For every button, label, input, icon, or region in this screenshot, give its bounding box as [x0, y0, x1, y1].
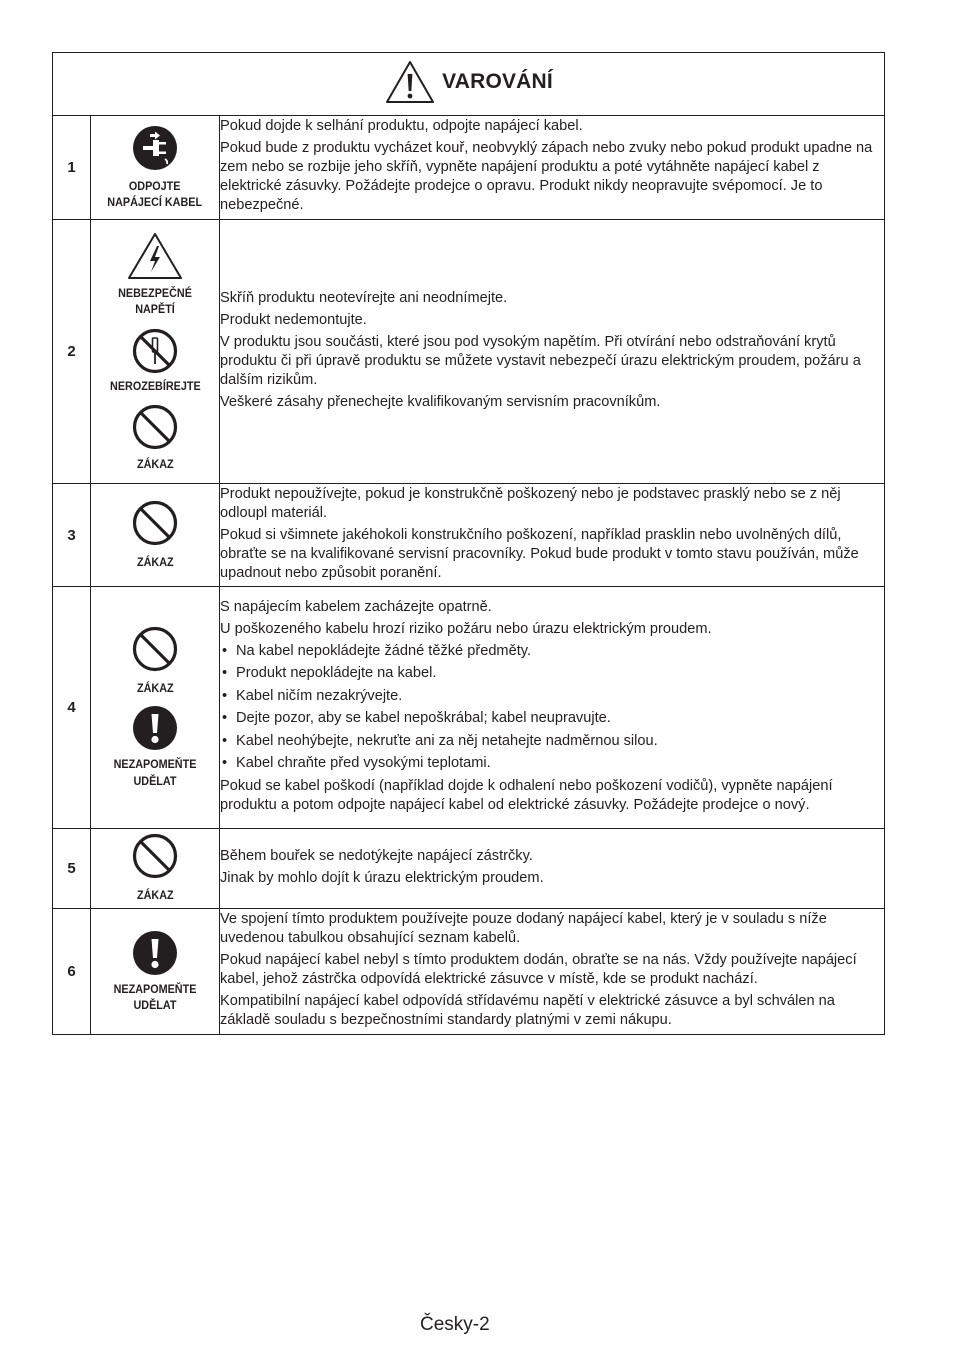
warning-row-5	[53, 829, 885, 909]
icon-label	[114, 981, 197, 1014]
icon-block	[91, 500, 219, 571]
prohibition-icon	[132, 500, 178, 546]
row-text	[220, 484, 885, 587]
prohibition-icon	[132, 626, 178, 672]
unplug-icon	[132, 125, 178, 171]
row-number: 2	[53, 220, 91, 484]
row-icons	[91, 116, 220, 220]
paragraph: Skříň produktu neotevírejte ani neodnímejte.	[220, 289, 508, 306]
paragraph: Během bouřek se nedotýkejte napájecí zástrčky.	[220, 847, 533, 864]
icon-label	[110, 378, 201, 395]
icon-label-line: NEZAPOMEŇTE	[113, 757, 197, 772]
row-text	[220, 587, 885, 829]
icon-label-line: ZÁKAZ	[136, 457, 174, 471]
bullet-list	[220, 642, 884, 774]
icon-label	[137, 554, 174, 571]
high-voltage-icon	[126, 231, 184, 281]
icon-block	[91, 833, 219, 904]
icon-label-line: UDĚLAT	[133, 773, 177, 788]
list-item: • Na kabel nepokládejte žádné těžké předměty.	[220, 642, 884, 661]
icon-block	[91, 231, 219, 473]
row-text	[220, 829, 885, 909]
icon-label-line: NAPĚTÍ	[135, 302, 175, 316]
icon-label	[114, 756, 197, 789]
warning-row-1	[53, 116, 885, 220]
row-text	[220, 220, 885, 484]
icon-label-line: NAPÁJECÍ KABEL	[107, 195, 203, 209]
icon-label	[137, 887, 174, 904]
paragraph: Pokud dojde k selhání produktu, odpojte napájecí kabel.	[220, 118, 583, 134]
paragraph: Pokud napájecí kabel nebyl s tímto produktem dodán, obraťte se na nás. Vždy používejte napájecí kabel, jehož zástrčka odpovídá elektrické zásuvce v místě, kde se produkt nachází.	[220, 952, 857, 987]
list-item: • Dejte pozor, aby se kabel nepoškrábal; kabel neupravujte.	[220, 709, 884, 728]
icon-label	[137, 680, 174, 697]
warning-row-6	[53, 909, 885, 1035]
row-number: 3	[53, 484, 91, 587]
row-icons	[91, 909, 220, 1035]
icon-label-line: ZÁKAZ	[136, 554, 174, 569]
paragraph: Kompatibilní napájecí kabel odpovídá střídavému napětí v elektrické zásuvce a byl schválen na základě souladu s bezpečnostními standardy platnými v zemi nákupu.	[220, 993, 835, 1028]
row-icons	[91, 587, 220, 829]
paragraph: Jinak by mohlo dojít k úrazu elektrickým proudem.	[220, 869, 544, 886]
warning-header-row	[53, 53, 885, 116]
icon-label-line: ZÁKAZ	[136, 680, 174, 695]
row-icons	[91, 829, 220, 909]
icon-label	[118, 285, 192, 318]
row-text	[220, 116, 885, 220]
row-number: 4	[53, 587, 91, 829]
paragraph: U poškozeného kabelu hrozí riziko požáru nebo úrazu elektrickým proudem.	[220, 620, 712, 637]
paragraph: V produktu jsou součásti, které jsou pod vysokým napětím. Při otvírání nebo odstraňování krytů produktu či při úpravě produktu se můžete vystavit nebezpečí úrazu elektrickým proudem, požáru a dalším rizikům.	[220, 333, 861, 388]
paragraph: Veškeré zásahy přenechejte kvalifikovaným servisním pracovníkům.	[220, 393, 661, 410]
list-item: • Kabel ničím nezakrývejte.	[220, 687, 884, 706]
row-text	[220, 909, 885, 1035]
warning-title: VAROVÁNÍ	[442, 69, 553, 93]
prohibition-icon	[132, 833, 178, 879]
mandatory-action-icon	[132, 705, 178, 751]
icon-label-line: NEZAPOMEŇTE	[113, 981, 197, 996]
list-item: • Kabel neohýbejte, nekruťte ani za něj netahejte nadměrnou silou.	[220, 732, 884, 751]
warning-row-4	[53, 587, 885, 829]
paragraph: Produkt nepoužívejte, pokud je konstrukčně poškozený nebo je podstavec prasklý nebo se z něj odloupl materiál.	[220, 485, 841, 521]
warning-table	[52, 52, 885, 1035]
icon-label	[137, 456, 174, 473]
row-icons	[91, 220, 220, 484]
icon-label-line: NEBEZPEČNÉ	[118, 285, 192, 300]
paragraph: Ve spojení tímto produktem používejte pouze dodaný napájecí kabel, který je v souladu s níže uvedenou tabulkou obsahující seznam kabelů.	[220, 911, 827, 946]
icon-label-line: ZÁKAZ	[136, 888, 174, 903]
list-item: • Produkt nepokládejte na kabel.	[220, 664, 884, 683]
prohibition-icon	[132, 404, 178, 450]
paragraph: Pokud se kabel poškodí (například dojde k odhalení nebo poškození vodičů), vypněte napájení produktu a potom odpojte napájecí kabel od elektrické zásuvky. Požádejte prodejce o nový.	[220, 777, 833, 813]
paragraph: Pokud bude z produktu vycházet kouř, neobvyklý zápach nebo zvuky nebo pokud produkt upadne na zem nebo se rozbije jeho skříň, vypněte napájení produktu a poté vytáhněte napájecí kabel z elektrické zásuvky. Požádejte prodejce o opravu. Produkt nikdy neopravujte svépomocí. Je to nebezpečné.	[220, 140, 873, 213]
warning-row-2	[53, 220, 885, 484]
icon-block	[91, 125, 219, 211]
do-not-disassemble-icon	[132, 328, 178, 374]
list-item: • Kabel chraňte před vysokými teplotami.	[220, 754, 884, 773]
icon-label-line: UDĚLAT	[133, 998, 177, 1012]
row-number: 5	[53, 829, 91, 909]
row-number: 1	[53, 116, 91, 220]
page-number: Česky-2	[420, 1314, 490, 1335]
icon-block	[91, 930, 219, 1014]
row-number: 6	[53, 909, 91, 1035]
mandatory-action-icon	[132, 930, 178, 976]
paragraph: Produkt nedemontujte.	[220, 311, 367, 328]
paragraph: S napájecím kabelem zacházejte opatrně.	[220, 598, 492, 615]
icon-label	[108, 178, 203, 211]
icon-label-line: ODPOJTE	[129, 178, 181, 193]
paragraph: Pokud si všimnete jakéhokoli konstrukčního poškození, například prasklin nebo uvolněných dílů, obraťte se na kvalifikované servisní pracovníky. Pokud bude produkt v tomto stavu používán, může upadnout nebo způsobit poranění.	[220, 526, 859, 581]
icon-block	[91, 626, 219, 790]
warning-triangle-icon	[384, 59, 436, 105]
warning-header	[53, 53, 885, 116]
warning-row-3	[53, 484, 885, 587]
row-icons	[91, 484, 220, 587]
icon-label-line: NEROZEBÍREJTE	[109, 378, 201, 393]
